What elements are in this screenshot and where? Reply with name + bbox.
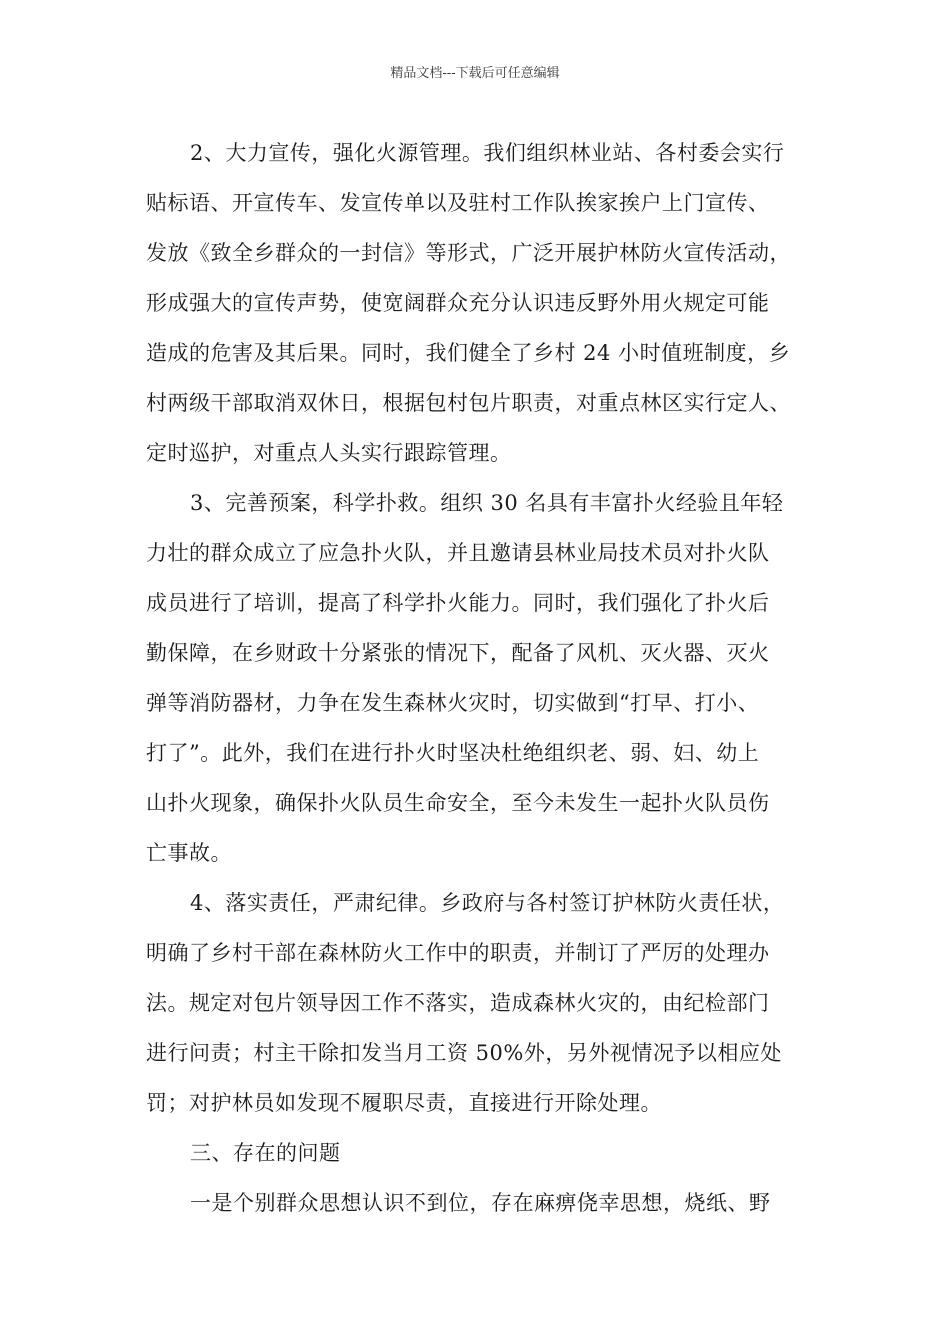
body-line: 弹等消防器材，力争在发生森林火灾时，切实做到“打早、打小、 (146, 691, 760, 715)
body-line: 4、落实责任，严肃纪律。乡政府与各村签订护林防火责任状， (190, 891, 785, 915)
body-line: 勤保障，在乡财政十分紧张的情况下，配备了风机、灭火器、灭火 (146, 641, 770, 665)
body-line: 山扑火现象，确保扑火队员生命安全，至今未发生一起扑火队员伤 (146, 791, 770, 815)
body-line: 成员进行了培训，提高了科学扑火能力。同时，我们强化了扑火后 (146, 591, 770, 615)
body-line: 3、完善预案，科学扑救。组织 30 名具有丰富扑火经验且年轻 (190, 491, 784, 515)
body-line: 形成强大的宣传声势，使宽阔群众充分认识违反野外用火规定可能 (146, 291, 770, 315)
body-line: 进行问责；村主干除扣发当月工资 50%外，另外视情况予以相应处 (146, 1041, 782, 1065)
body-line: 罚；对护林员如发现不履职尽责，直接进行开除处理。 (146, 1091, 662, 1115)
body-line: 贴标语、开宣传车、发宣传单以及驻村工作队挨家挨户上门宣传、 (146, 191, 770, 215)
body-line: 亡事故。 (146, 841, 232, 865)
body-line: 村两级干部取消双休日，根据包村包片职责，对重点林区实行定人、 (146, 391, 791, 415)
body-line: 法。规定对包片领导因工作不落实，造成森林火灾的，由纪检部门 (146, 991, 770, 1015)
page-header: 精品文档---下载后可任意编辑 (390, 66, 560, 81)
body-line: 造成的危害及其后果。同时，我们健全了乡村 24 小时值班制度，乡 (146, 341, 791, 365)
body-line: 一是个别群众思想认识不到位，存在麻痹侥幸思想，烧纸、野 (190, 1191, 771, 1215)
body-line: 定时巡护，对重点人头实行跟踪管理。 (146, 441, 512, 465)
body-line: 力壮的群众成立了应急扑火队，并且邀请县林业局技术员对扑火队 (146, 541, 770, 565)
section-heading: 三、存在的问题 (190, 1141, 341, 1165)
body-line: 2、大力宣传，强化火源管理。我们组织林业站、各村委会实行 (190, 141, 785, 165)
body-line: 打了”。此外，我们在进行扑火时坚决杜绝组织老、弱、妇、幼上 (146, 741, 760, 765)
body-line: 明确了乡村干部在森林防火工作中的职责，并制订了严厉的处理办 (146, 941, 770, 965)
body-line: 发放《致全乡群众的一封信》等形式，广泛开展护林防火宣传活动， (146, 241, 791, 265)
